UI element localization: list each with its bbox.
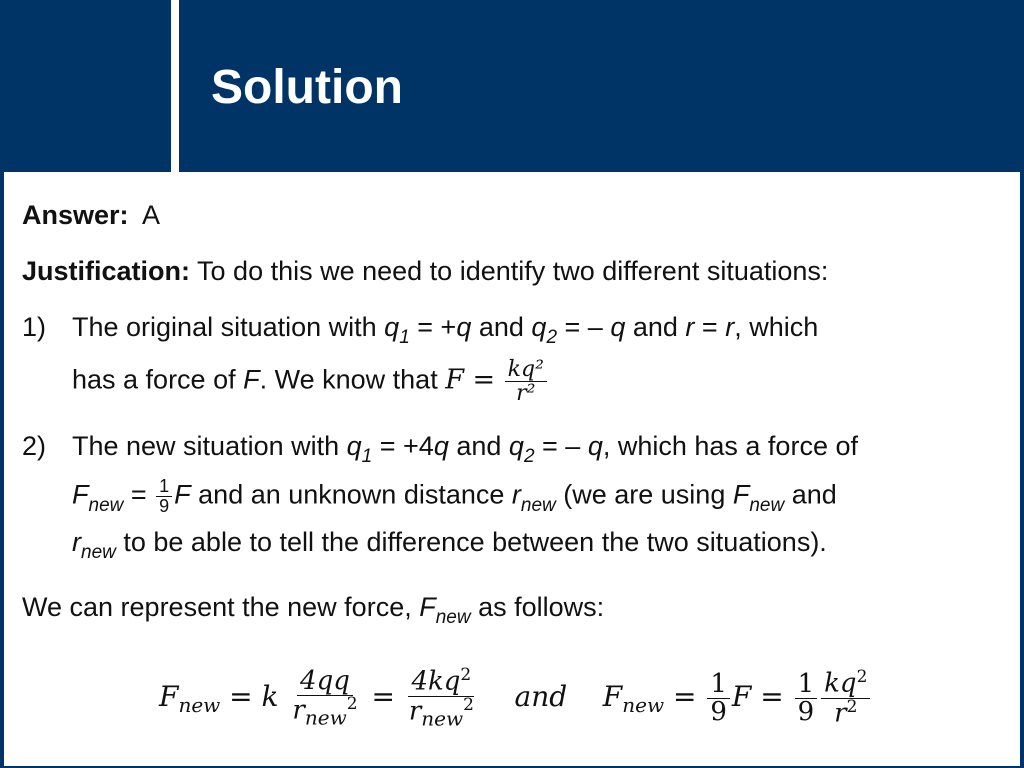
q2-symbol: q [508,431,524,461]
fraction-kq2-r2 [821,666,870,729]
q1-symbol: q [346,431,362,461]
page-title: Solution [211,61,403,114]
header-divider [171,0,179,172]
r-symbol: r [725,312,735,342]
force-symbol: F [243,364,260,395]
justification-label: Justification: [22,256,191,286]
answer-value: A [142,200,161,230]
text-segment: and [448,431,509,461]
force-symbol: F [419,592,436,622]
r-subscript: new [304,705,347,730]
force-symbol: F [731,679,752,713]
force-subscript: new [622,692,665,717]
numerator-text: 4kq [411,666,461,697]
item-1-line-2 [72,358,549,405]
fraction-denominator: 9 [797,696,815,727]
fraction-numerator [821,666,870,699]
fraction-denominator: 9 [159,495,170,516]
q1-symbol: q [384,312,400,342]
answer-line [22,198,160,232]
text-segment: as follows: [470,592,605,622]
force-symbol: F [732,479,750,510]
q-symbol: q [587,431,603,461]
fraction-one-ninth [795,668,818,727]
text-segment: = – [534,431,588,461]
r-subscript: new [520,494,556,516]
item-2-line-1 [72,429,858,467]
text-segment: and [784,479,837,510]
r-symbol: r [834,698,847,729]
equation-operator: = k [220,679,279,713]
item-2-line-2 [72,477,837,516]
force-symbol: F [72,479,89,510]
coulomb-fraction [505,358,547,405]
fraction-denominator [831,696,860,729]
fraction-denominator: r² [516,381,536,407]
justification-text: To do this we need to identify two different situations: [197,256,829,286]
exponent: 2 [846,696,858,717]
answer-label: Answer: [22,200,129,230]
exponent: 2 [856,666,868,687]
r-subscript: new [81,542,116,563]
text-segment: and an unknown distance [190,479,512,510]
force-subscript: new [178,692,221,717]
fraction-4kq2 [406,667,477,730]
r-subscript: new [421,706,464,731]
fraction-numerator: kq² [505,358,547,382]
text-segment: to be able to tell the difference between the two situations). [115,527,827,557]
q-symbol: q [610,312,626,342]
equation-lhs: F = [445,364,496,396]
fraction-4qq [289,665,360,730]
fraction-one-ninth [707,668,730,727]
text-segment: The new situation with [72,431,347,461]
content-panel [4,172,1020,766]
force-subscript: new [88,494,124,516]
text-segment: and [625,312,686,342]
text-segment: , which has a force of [602,431,858,461]
numerator-text: kq [824,668,857,699]
text-segment: The original situation with [72,312,385,342]
fraction-numerator: 1 [156,477,172,497]
and-word: and [514,679,568,713]
equation-operator: = [672,679,697,713]
r-symbol: r [511,479,521,510]
justification-line [22,254,828,288]
equation-operator: = [371,679,395,713]
exponent: 2 [460,665,472,685]
text-segment: = + [409,312,457,342]
r-symbol: r [408,696,422,727]
text-segment: , which [734,312,819,342]
item-1-line-1 [72,310,818,348]
fraction-numerator: 4qq [297,668,353,696]
fraction-denominator [406,694,477,731]
force-symbol: F [159,679,179,713]
item-2-line-3 [72,525,827,563]
exponent: 2 [346,694,358,715]
text-segment: has a force of [72,364,244,395]
q-symbol: q [433,431,449,461]
force-symbol: F [602,679,623,713]
r-symbol: r [72,527,81,557]
text-segment: and [471,312,532,342]
fraction-denominator [289,696,360,729]
text-segment: = [694,312,726,342]
force-symbol: F [174,479,191,510]
final-equation [159,667,872,730]
q2-subscript: 2 [546,327,558,348]
q1-subscript: 1 [399,327,410,348]
force-subscript: new [749,494,785,516]
q1-subscript: 1 [361,446,373,467]
q2-symbol: q [531,312,547,342]
fraction-numerator: 1 [795,671,818,699]
r-symbol: r [292,695,305,726]
r-symbol: r [685,312,695,342]
equation-operator: = [760,679,784,713]
text-segment: (we are using [555,479,733,510]
text-segment: = +4 [372,431,434,461]
fraction-denominator: 9 [710,696,727,727]
q-symbol: q [456,312,472,342]
item-2-number: 2) [22,431,47,461]
q2-subscript: 2 [523,446,535,467]
header-banner [0,0,1024,172]
exponent: 2 [463,694,474,715]
fraction-numerator: 1 [707,671,730,699]
text-segment: We can represent the new force, [22,592,420,622]
represent-line [22,590,604,628]
one-ninth-fraction [156,477,172,516]
text-segment: = [123,479,155,510]
item-1-number: 1) [22,312,47,342]
force-subscript: new [435,607,471,628]
text-segment: . We know that [259,364,446,395]
fraction-numerator [408,667,474,697]
text-segment: = – [557,312,611,342]
